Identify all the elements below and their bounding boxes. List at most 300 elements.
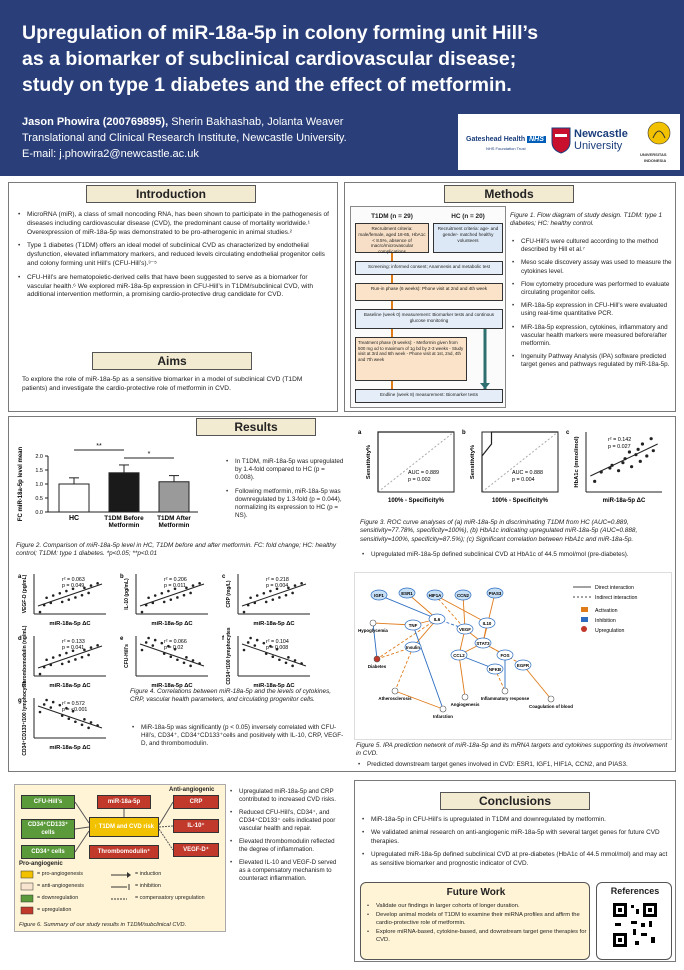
title-line-1: Upregulation of miR-18a-5p in colony forming unit Hill’s <box>22 22 539 44</box>
data-point <box>45 596 48 599</box>
y-axis-label: Thrombomodulin (ng/mL) <box>22 625 28 687</box>
network-node-label: Atherosclerosis <box>378 696 412 701</box>
panel-letter: b <box>462 430 466 436</box>
legend-upregulation: Upregulation <box>595 628 625 634</box>
p-label: p = 0.049 <box>62 583 85 589</box>
y-tick-label: 1.5 <box>35 468 43 474</box>
data-point <box>52 656 55 659</box>
conclusions-title: Conclusions <box>440 792 590 810</box>
data-point <box>170 655 173 658</box>
newcastle-crest-icon <box>550 126 572 154</box>
p-label: p = <0.001 <box>62 707 88 713</box>
fig6-crp-box: CRP <box>173 795 219 809</box>
data-point <box>285 594 288 597</box>
data-point <box>81 594 84 597</box>
methods-text <box>512 238 672 375</box>
data-point <box>192 659 195 662</box>
fig6-legend-inhibition: = inhibition <box>135 883 161 889</box>
conclusions-text <box>362 816 670 873</box>
data-point <box>154 639 157 642</box>
intro-bullet: • CFU-Hill’s are hematopoietic-derived cells that have been suggested to serve as a biomarker for vascular health.⁶ We explored miR-18a-5p expression in CFU-Hill’s in T1DM/subclinical CVD, with additional intervention metformin, a promising cardio-protective drug candidate for CVD. <box>18 274 330 300</box>
data-point <box>243 649 246 652</box>
network-node-label: Inflammatory response <box>480 696 530 701</box>
data-point <box>630 465 633 468</box>
flow-arrows <box>351 207 507 409</box>
network-edge <box>459 655 465 697</box>
data-point <box>59 704 62 707</box>
data-point <box>39 611 42 614</box>
fig6-legend-down: = downregulation <box>37 895 79 901</box>
data-point <box>278 596 281 599</box>
data-point <box>87 654 90 657</box>
methods-bullet: • Flow cytometry procedure was performed to evaluate circulating progenitor cells. <box>512 281 672 297</box>
x-axis-label: 100% - Specificity% <box>387 498 445 504</box>
network-node-label: VEGF <box>459 627 471 632</box>
fig6-pro-label: Pro-angiogenic <box>19 861 63 867</box>
network-node-label: IGF1 <box>374 593 384 598</box>
fig6-legend-compensatory: = compensatory upregulation <box>135 895 205 901</box>
intro-bullet: • Type 1 diabetes (T1DM) offers an ideal model of subclinical CVD as characterized by endothelial dysfunction, elevated inflammatory markers, and reduced levels circulating endothelial progenitor cells and colony forming unit Hill’s (CFU-Hill’s).³⁻⁵ <box>18 242 330 268</box>
author-block <box>22 114 347 162</box>
network-node-label: HIF1A <box>428 593 442 598</box>
p-label: p = 0.027 <box>608 444 631 450</box>
network-node-label: Angiogenesis <box>450 702 480 707</box>
network-node <box>374 656 380 662</box>
flow-t1dm-head: T1DM (n = 29) <box>371 213 413 220</box>
r2-label: r² = 0.104 <box>266 639 289 645</box>
x-axis-label: miR-18a-5p ΔC <box>151 683 193 689</box>
panel-letter: f <box>222 636 224 642</box>
fig2-caption: Figure 2. Comparison of miR-18a-5p level in HC, T1DM before and after metformin. FC: fold change; HC: healthy control; T1DM: type 1 diabetes. *p<0.05; **p<0.01 <box>16 542 337 558</box>
p-label: p = 0.008 <box>266 645 289 651</box>
results-bullet: • Following metformin, miR-18a-5p was downregulated by 1.3-fold (p = 0.044), normalizing its expression to HC (p = NS). <box>226 488 346 521</box>
data-point <box>152 644 155 647</box>
co-authors: Sherin Bakhashab, Jolanta Weaver <box>171 116 344 128</box>
data-point <box>61 663 64 666</box>
r2-label: r² = 0.206 <box>164 577 187 583</box>
data-point <box>81 724 84 727</box>
legend-direct: Direct interaction <box>595 585 634 591</box>
intro-text <box>18 211 330 305</box>
p-label: p = 0.004 <box>512 477 535 483</box>
email[interactable]: E-mail: j.phowira2@newcastle.ac.uk <box>22 148 199 160</box>
qr-code-icon[interactable] <box>611 901 659 949</box>
data-point <box>61 601 64 604</box>
fig6-cd34-box: CD34⁺ cells <box>21 845 75 859</box>
y-tick-label: 1.0 <box>35 482 43 488</box>
gateshead-logo: Gateshead Health NHS <box>466 136 544 143</box>
network-node-label: NFKB <box>488 667 502 672</box>
fig5-caption: Figure 5. IPA prediction network of miR-18a-5p and its mRNA targets and cytokines supporting its involvement in CVD. <box>356 742 668 758</box>
methods-bullet: • CFU-Hill’s were cultured according to the method described by Hill et al.⁷ <box>512 238 672 254</box>
data-point <box>641 442 644 445</box>
p-label: p = 0.041 <box>62 645 85 651</box>
conclusion-bullet: • Upregulated miR-18a-5p defined subclinical CVD at pre-diabetes (HbA1c of 44.5 mmol/mol) and may act as sensitive biomarker and prognostic indicator of CVD. <box>362 851 670 868</box>
data-point <box>68 660 71 663</box>
fig6-cd34133-box: CD34⁺CD133⁺ cells <box>21 819 75 839</box>
data-point <box>192 584 195 587</box>
x-axis-label: miR-18a-5p ΔC <box>253 683 295 689</box>
data-point <box>145 641 148 644</box>
future-title: Future Work <box>446 887 506 898</box>
x-axis-label: miR-18a-5p ΔC <box>151 621 193 627</box>
data-point <box>247 641 250 644</box>
data-point <box>639 460 642 463</box>
network-node <box>392 688 398 694</box>
bar <box>159 482 189 512</box>
data-point <box>83 718 86 721</box>
x-axis-label: miR-18a-5p ΔC <box>49 683 91 689</box>
legend-indirect: Indirect interaction <box>595 595 638 601</box>
data-point <box>170 598 173 601</box>
y-axis-label: Sensitivity% <box>470 444 476 480</box>
category-label: Metformin <box>108 522 140 529</box>
fig6-bullet: • Elevated thrombomodulin reflected the degree of inflammation. <box>230 838 344 854</box>
data-point <box>198 582 201 585</box>
data-point <box>183 594 186 597</box>
data-point <box>183 662 186 665</box>
auc-label: AUC = 0.888 <box>512 470 544 476</box>
data-point <box>291 592 294 595</box>
category-label: Metformin <box>158 522 190 529</box>
data-point <box>141 611 144 614</box>
fig6-mir-box: miR-18a-5p <box>97 795 151 809</box>
r2-label: r² = 0.142 <box>608 437 632 443</box>
x-axis-label: miR-18a-5p ΔC <box>602 498 646 504</box>
fig1-caption: Figure 1. Flow diagram of study design. T1DM: type 1 diabetes; HC: healthy control. <box>510 212 663 228</box>
intro-bullet: • MicroRNA (miR), a class of small noncoding RNA, has been shown to participate in the pathogenesis of diseases including cardiovascular disease (CVD), the predominant cause of mortality worldwide.¹ Overexpression of miR-18a-5p was demonstrated to be pro-atherogenic in animal studies.² <box>18 211 330 237</box>
newcastle-logo-2: University <box>574 140 623 152</box>
fig4-text <box>132 724 346 754</box>
data-point <box>96 582 99 585</box>
fig6-text <box>230 788 344 888</box>
data-point <box>74 658 77 661</box>
data-point <box>39 711 42 714</box>
ui-logo-2: INDONESIA <box>644 158 667 163</box>
fig5-text <box>358 761 674 775</box>
data-point <box>43 703 46 706</box>
data-point <box>87 727 90 730</box>
flow-hc-criteria: Recruitment criteria: age- and gender- matched healthy volunteers <box>433 223 503 253</box>
data-point <box>269 590 272 593</box>
sig-label: ** <box>96 443 102 450</box>
flow-t1dm-criteria: Recruitment criteria: male/female, aged 18-65, HbA1c < 8.5%, absence of macro/microvascular complications <box>355 223 429 253</box>
bar <box>109 473 139 512</box>
y-tick-label: 0.5 <box>35 496 43 502</box>
references-box <box>596 882 672 960</box>
panel-letter: g <box>18 698 22 704</box>
network-node-label: PIAS3 <box>488 591 502 596</box>
y-tick-label: 2.0 <box>35 454 43 460</box>
future-bullet: • Explore miRNA-based, cytokine-based, and downstream target gene therapies for CVD. <box>367 929 587 944</box>
network-node-label: EGFR <box>516 663 530 668</box>
y-axis-label: CRP (mg/L) <box>226 580 232 608</box>
bar <box>59 484 89 512</box>
data-point <box>52 594 55 597</box>
data-point <box>650 437 653 440</box>
future-text <box>367 903 587 946</box>
methods-bullet: • Ingenuity Pathway Analysis (IPA) software predicted target genes and pathways regulated by miR-18a-5p. <box>512 353 672 369</box>
p-label: p = 0.02 <box>164 645 184 651</box>
references-title: References <box>610 886 660 896</box>
data-point <box>50 706 53 709</box>
methods-bullet: • MiR-18a-5p expression, cytokines, inflammatory and vascular health markers were measured before/after metformin. <box>512 324 672 349</box>
data-point <box>263 592 266 595</box>
fig6-bullet: • Reduced CFU-Hill’s, CD34⁺, and CD34⁺CD133⁺ cells indicated poor vascular health and repair. <box>230 809 344 833</box>
data-point <box>141 649 144 652</box>
r2-label: r² = 0.218 <box>266 577 289 583</box>
data-point <box>96 644 99 647</box>
data-point <box>176 596 179 599</box>
data-point <box>256 594 259 597</box>
auc-label: AUC = 0.889 <box>408 470 440 476</box>
flow-hc-head: HC (n = 20) <box>451 213 485 220</box>
data-point <box>294 659 297 662</box>
flow-treatment: Treatment phase (8 weeks): - Metformin given from 500 mg od to maximum of 1g bd by 2-3 weeks - Study visit at 3rd and 6th week - Phone visit at 1st, 2nd, 4th and 7th week <box>355 337 467 381</box>
flow-diagram <box>350 206 506 408</box>
network-node-label: Insulin <box>405 645 421 650</box>
network-node-label: Coagulation of blood <box>529 704 573 709</box>
sig-label: * <box>147 451 151 458</box>
fig5-bullet: • Predicted downstream target genes involved in CVD: ESR1, IGF1, HIF1A, CCN2, and PIAS3. <box>358 761 674 770</box>
data-point <box>39 673 42 676</box>
fig6-caption: Figure 6. Summary of our study results in T1DM/subclinical CVD. <box>19 922 187 928</box>
fig6-legend-pro: = pro-angiogenesis <box>37 871 84 877</box>
data-point <box>147 637 150 640</box>
reference-line <box>378 432 454 492</box>
data-point <box>161 642 164 645</box>
data-point <box>593 480 596 483</box>
network-node-label: IL6 <box>433 617 441 622</box>
y-axis-label: FC miR-18a-5p level mean <box>18 446 24 522</box>
network-node-label: Infarction <box>432 714 454 719</box>
fig6-anti-label: Anti-angiogenic <box>169 787 215 793</box>
data-point <box>189 665 192 668</box>
fig4-bullet: • MiR-18a-5p was significantly (p < 0.05) inversely correlated with CFU-Hill’s, CD34⁺, CD34⁺CD133⁺cells and positively with IL-10, CRP, VEGF-D, and thrombomodulin. <box>132 724 346 749</box>
y-axis-label: CD34⁺/100 lymphocytes <box>226 627 232 685</box>
data-point <box>90 721 93 724</box>
fig6-il10-box: IL-10⁺ <box>173 819 219 833</box>
poster-title <box>22 20 672 98</box>
network-node-label: Hypoglycemia <box>358 628 388 633</box>
x-axis-label: miR-18a-5p ΔC <box>253 621 295 627</box>
data-point <box>154 594 157 597</box>
legend-inhibition-swatch <box>581 617 588 622</box>
aims-text: To explore the role of miR-18a-5p as a sensitive biomarker in a model of subclinical CVD (T1DM patients) and investigate the cardio-protective role of metformin in CVD. <box>22 376 303 392</box>
data-point <box>272 655 275 658</box>
ui-logo-1: UNIVERSITAS <box>640 152 667 157</box>
data-point <box>652 449 655 452</box>
r2-label: r² = 0.066 <box>164 639 187 645</box>
future-work-box <box>360 882 590 960</box>
future-bullet: • Develop animal models of T1DM to examine their miRNA profiles and affirm the cardio-protective role of metformin. <box>367 912 587 927</box>
legend-upregulation-swatch <box>581 626 587 632</box>
conclusion-bullet: • We validated animal research on anti-angiogenic miR-18a-5p with several target genes for future CVD therapies. <box>362 829 670 846</box>
panel-letter: e <box>120 636 124 642</box>
data-point <box>265 601 268 604</box>
data-point <box>628 450 631 453</box>
fig6-legend-induction: = induction <box>135 871 162 877</box>
network-edge <box>413 625 443 709</box>
data-point <box>637 448 640 451</box>
fig6-legend-anti: = anti-angiogenesis <box>37 883 84 889</box>
panel-letter: a <box>18 574 22 580</box>
data-point <box>617 469 620 472</box>
data-point <box>263 642 266 645</box>
legend-activation: Activation <box>595 608 618 614</box>
data-point <box>243 611 246 614</box>
data-point <box>278 658 281 661</box>
category-label: T1DM After <box>157 515 191 522</box>
data-point <box>256 639 259 642</box>
data-point <box>249 596 252 599</box>
institute: Translational and Clinical Research Institute, Newcastle University. <box>22 132 347 144</box>
network-node-label: TNF <box>408 623 418 628</box>
legend-inhibition: Inhibition <box>595 618 616 624</box>
network-node-label: CCL2 <box>453 653 465 658</box>
intro-title: Introduction <box>86 185 256 203</box>
results-bullet: • In T1DM, miR-18a-5p was upregulated by 1.4-fold compared to HC (p = 0.008). <box>226 458 346 483</box>
panel-letter: b <box>120 574 124 580</box>
data-point <box>68 598 71 601</box>
network-node <box>440 706 446 712</box>
x-axis-label: miR-18a-5p ΔC <box>49 745 91 751</box>
fig6-bullet: • Elevated IL-10 and VEGF-D served as a compensatory mechanism to counteract inflammation. <box>230 859 344 883</box>
logo-strip <box>458 114 680 170</box>
network-edge <box>379 595 437 619</box>
y-axis-label: IL-10 (pg/mL) <box>124 578 130 610</box>
data-point <box>645 454 648 457</box>
aims-title: Aims <box>92 352 252 370</box>
data-point <box>45 699 48 702</box>
fig6-diagram <box>14 784 226 932</box>
r2-label: r² = 0.133 <box>62 639 85 645</box>
methods-bullet: • MiR-18a-5p expression in CFU-Hill’s were evaluated using real-time quantitative PCR. <box>512 302 672 318</box>
data-point <box>291 665 294 668</box>
network-node-label: FOS <box>500 653 510 658</box>
y-axis-label: HbA1c (mmol/mol) <box>574 436 580 488</box>
data-point <box>74 720 77 723</box>
fig3-bullet: • Upregulated miR-18a-5p defined subclinical CVD at HbA1c of 44.5 mmol/mol (pre-diabetes). <box>362 551 674 560</box>
flow-baseline: Baseline (week 0) measurement: Biomarker tests and continous glucose monitoring <box>355 309 503 329</box>
fig4-caption: Figure 4. Correlations between miR-18a-5p and the levels of cytokines, CRP, vascular health parameters, and circulating progenitor cells. <box>130 688 332 704</box>
network-node <box>462 694 468 700</box>
fig3-roc-curves <box>354 424 672 520</box>
y-axis-label: Sensitivity% <box>366 444 372 480</box>
panel-letter: d <box>18 636 22 642</box>
p-label: p = 0.004 <box>266 583 289 589</box>
newcastle-logo-1: Newcastle <box>574 128 628 140</box>
fig3-caption: Figure 3. ROC curve analyses of (a) miR-18a-5p in discriminating T1DM from HC (AUC=0.889, sensitivity=77.78%, specificity=100%), (b) HbA1c indicating upregulated miR-18a-5p (AUC=0.888, sensitivity=100%, specificity=87.5%); (c) Significant correlation between HbA1c and miR-18a-5p. <box>360 519 638 543</box>
data-point <box>249 637 252 640</box>
data-point <box>147 596 150 599</box>
data-point <box>74 596 77 599</box>
panel-letter: c <box>566 430 570 436</box>
ui-emblem-icon <box>646 120 672 150</box>
network-node-label: ESR1 <box>401 591 413 596</box>
network-edge <box>395 647 413 691</box>
future-bullet: • Validate our findings in larger cohorts of longer duration. <box>367 903 587 910</box>
x-axis-label: miR-18a-5p ΔC <box>49 621 91 627</box>
fig6-thrombo-box: Thrombomodulin⁺ <box>89 845 159 859</box>
p-label: p = 0.002 <box>408 477 431 483</box>
data-point <box>272 598 275 601</box>
network-node-label: CCN2 <box>457 593 469 598</box>
fig6-center-box: ↑ T1DM and CVD risk <box>89 817 159 837</box>
panel-letter: a <box>358 430 362 436</box>
data-point <box>87 592 90 595</box>
data-point <box>161 592 164 595</box>
data-point <box>65 590 68 593</box>
main-author: Jason Phowira (200769895), <box>22 116 169 128</box>
data-point <box>254 644 257 647</box>
p-label: p = 0.011 <box>164 583 186 589</box>
legend-activation-swatch <box>581 607 588 612</box>
fig6-cfu-box: CFU-Hill’s <box>21 795 75 809</box>
data-point <box>90 646 93 649</box>
data-point <box>59 654 62 657</box>
network-node-label: IL10 <box>482 621 492 626</box>
category-label: HC <box>68 515 80 522</box>
data-point <box>189 592 192 595</box>
title-line-2: as a biomarker of subclinical cardiovascular disease; <box>22 48 517 70</box>
y-tick-label: 0.0 <box>35 510 43 516</box>
x-axis-label: 100% - Specificity% <box>491 498 549 504</box>
network-node-label: STAT3 <box>476 641 490 646</box>
network-edge <box>523 665 551 699</box>
flow-runin: Run-in phase (6 weeks): Phone visit at 2nd and 4th week <box>355 283 503 301</box>
data-point <box>294 584 297 587</box>
fig3-text <box>362 551 674 565</box>
network-node-label: Diabetes <box>367 664 387 669</box>
data-point <box>300 582 303 585</box>
y-axis-label: CFU-Hill’s <box>124 644 130 668</box>
data-point <box>68 717 71 720</box>
r2-label: r² = 0.063 <box>62 577 85 583</box>
fig2-text <box>226 458 346 525</box>
fig6-vegf-box: VEGF-D⁺ <box>173 843 219 857</box>
panel-letter: c <box>222 574 226 580</box>
flow-screening: Screening: informed consent; Anamnesis and metabolic test <box>355 261 503 275</box>
poster-header <box>0 0 684 176</box>
methods-title: Methods <box>444 185 574 203</box>
y-axis-label: VEGF-D (pg/mL) <box>22 574 28 614</box>
network-node <box>502 688 508 694</box>
r2-label: r² = 0.572 <box>62 701 85 707</box>
flow-endline: Endline (week 8) measurement: Biomarker tests <box>355 389 503 403</box>
data-point <box>176 658 179 661</box>
category-label: T1DM Before <box>104 515 144 522</box>
data-point <box>59 592 62 595</box>
data-point <box>65 652 68 655</box>
conclusion-bullet: • MiR-18a-5p in CFU-Hill’s is upregulated in T1DM and downregulated by metformin. <box>362 816 670 824</box>
data-point <box>285 662 288 665</box>
gateshead-trust: NHS Foundation Trust <box>486 146 526 151</box>
network-node <box>370 620 376 626</box>
data-point <box>90 584 93 587</box>
title-line-3: study on type 1 diabetes and the effect of metformin. <box>22 74 512 96</box>
data-point <box>52 701 55 704</box>
data-point <box>287 656 290 659</box>
fig6-bullet: • Upregulated miR-18a-5p and CRP contributed to increased CVD risks. <box>230 788 344 804</box>
network-node <box>548 696 554 702</box>
data-point <box>45 658 48 661</box>
fig6-legend-up: = upregulation <box>37 907 72 913</box>
data-point <box>185 656 188 659</box>
reference-line <box>482 432 558 492</box>
results-title: Results <box>196 418 316 436</box>
data-point <box>163 601 166 604</box>
